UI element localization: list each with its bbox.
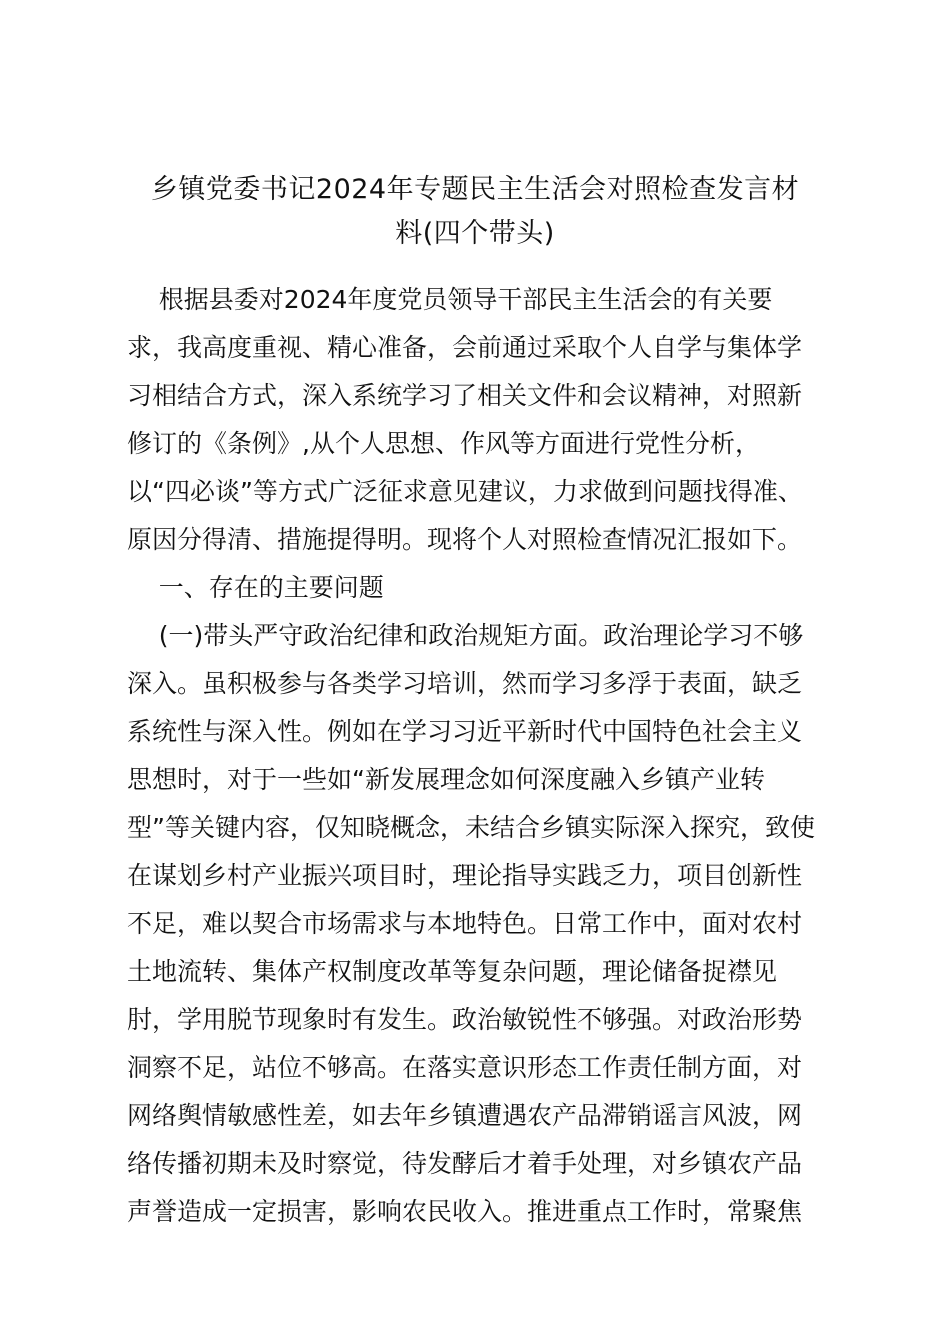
body-line: 肘，学用脱节现象时有发生。政治敏锐性不够强。对政治形势 <box>127 1005 803 1034</box>
body-line: 原因分得清、措施提得明。现将个人对照检查情况汇报如下。 <box>127 525 803 554</box>
body-line: 习相结合方式，深入系统学习了相关文件和会议精神，对照新 <box>127 381 803 410</box>
title-line-1: 乡镇党委书记2024年专题民主生活会对照检查发言材 <box>150 174 800 205</box>
body-line: 以“四必谈”等方式广泛征求意见建议，力求做到问题找得准、 <box>127 477 803 506</box>
document-title <box>115 168 835 256</box>
body-line: 洞察不足，站位不够高。在落实意识形态工作责任制方面，对 <box>127 1053 803 1082</box>
body-line: 根据县委对2024年度党员领导干部民主生活会的有关要 <box>127 285 773 314</box>
body-line: 网络舆情敏感性差，如去年乡镇遭遇农产品滞销谣言风波，网 <box>127 1101 803 1130</box>
body-line: 系统性与深入性。例如在学习习近平新时代中国特色社会主义 <box>127 717 803 746</box>
body-line: 不足，难以契合市场需求与本地特色。日常工作中，面对农村 <box>127 909 803 938</box>
document-body <box>127 276 837 1236</box>
section-heading: 一、存在的主要问题 <box>127 573 384 602</box>
body-line: 深入。虽积极参与各类学习培训，然而学习多浮于表面，缺乏 <box>127 669 803 698</box>
body-line: 型”等关键内容，仅知晓概念，未结合乡镇实际深入探究，致使 <box>127 813 815 842</box>
body-line: 土地流转、集体产权制度改革等复杂问题，理论储备捉襟见 <box>127 957 778 986</box>
body-line: 在谋划乡村产业振兴项目时，理论指导实践乏力，项目创新性 <box>127 861 803 890</box>
body-line: 求，我高度重视、精心准备，会前通过采取个人自学与集体学 <box>127 333 803 362</box>
body-line: 思想时，对于一些如“新发展理念如何深度融入乡镇产业转 <box>127 765 765 794</box>
body-line: 声誉造成一定损害，影响农民收入。推进重点工作时，常聚焦 <box>127 1197 803 1226</box>
body-line: 修订的《条例》,从个人思想、作风等方面进行党性分析， <box>127 429 760 458</box>
title-line-2: 料(四个带头) <box>395 218 555 249</box>
body-line: (一)带头严守政治纪律和政治规矩方面。政治理论学习不够 <box>127 621 804 650</box>
body-line: 络传播初期未及时察觉，待发酵后才着手处理，对乡镇农产品 <box>127 1149 803 1178</box>
